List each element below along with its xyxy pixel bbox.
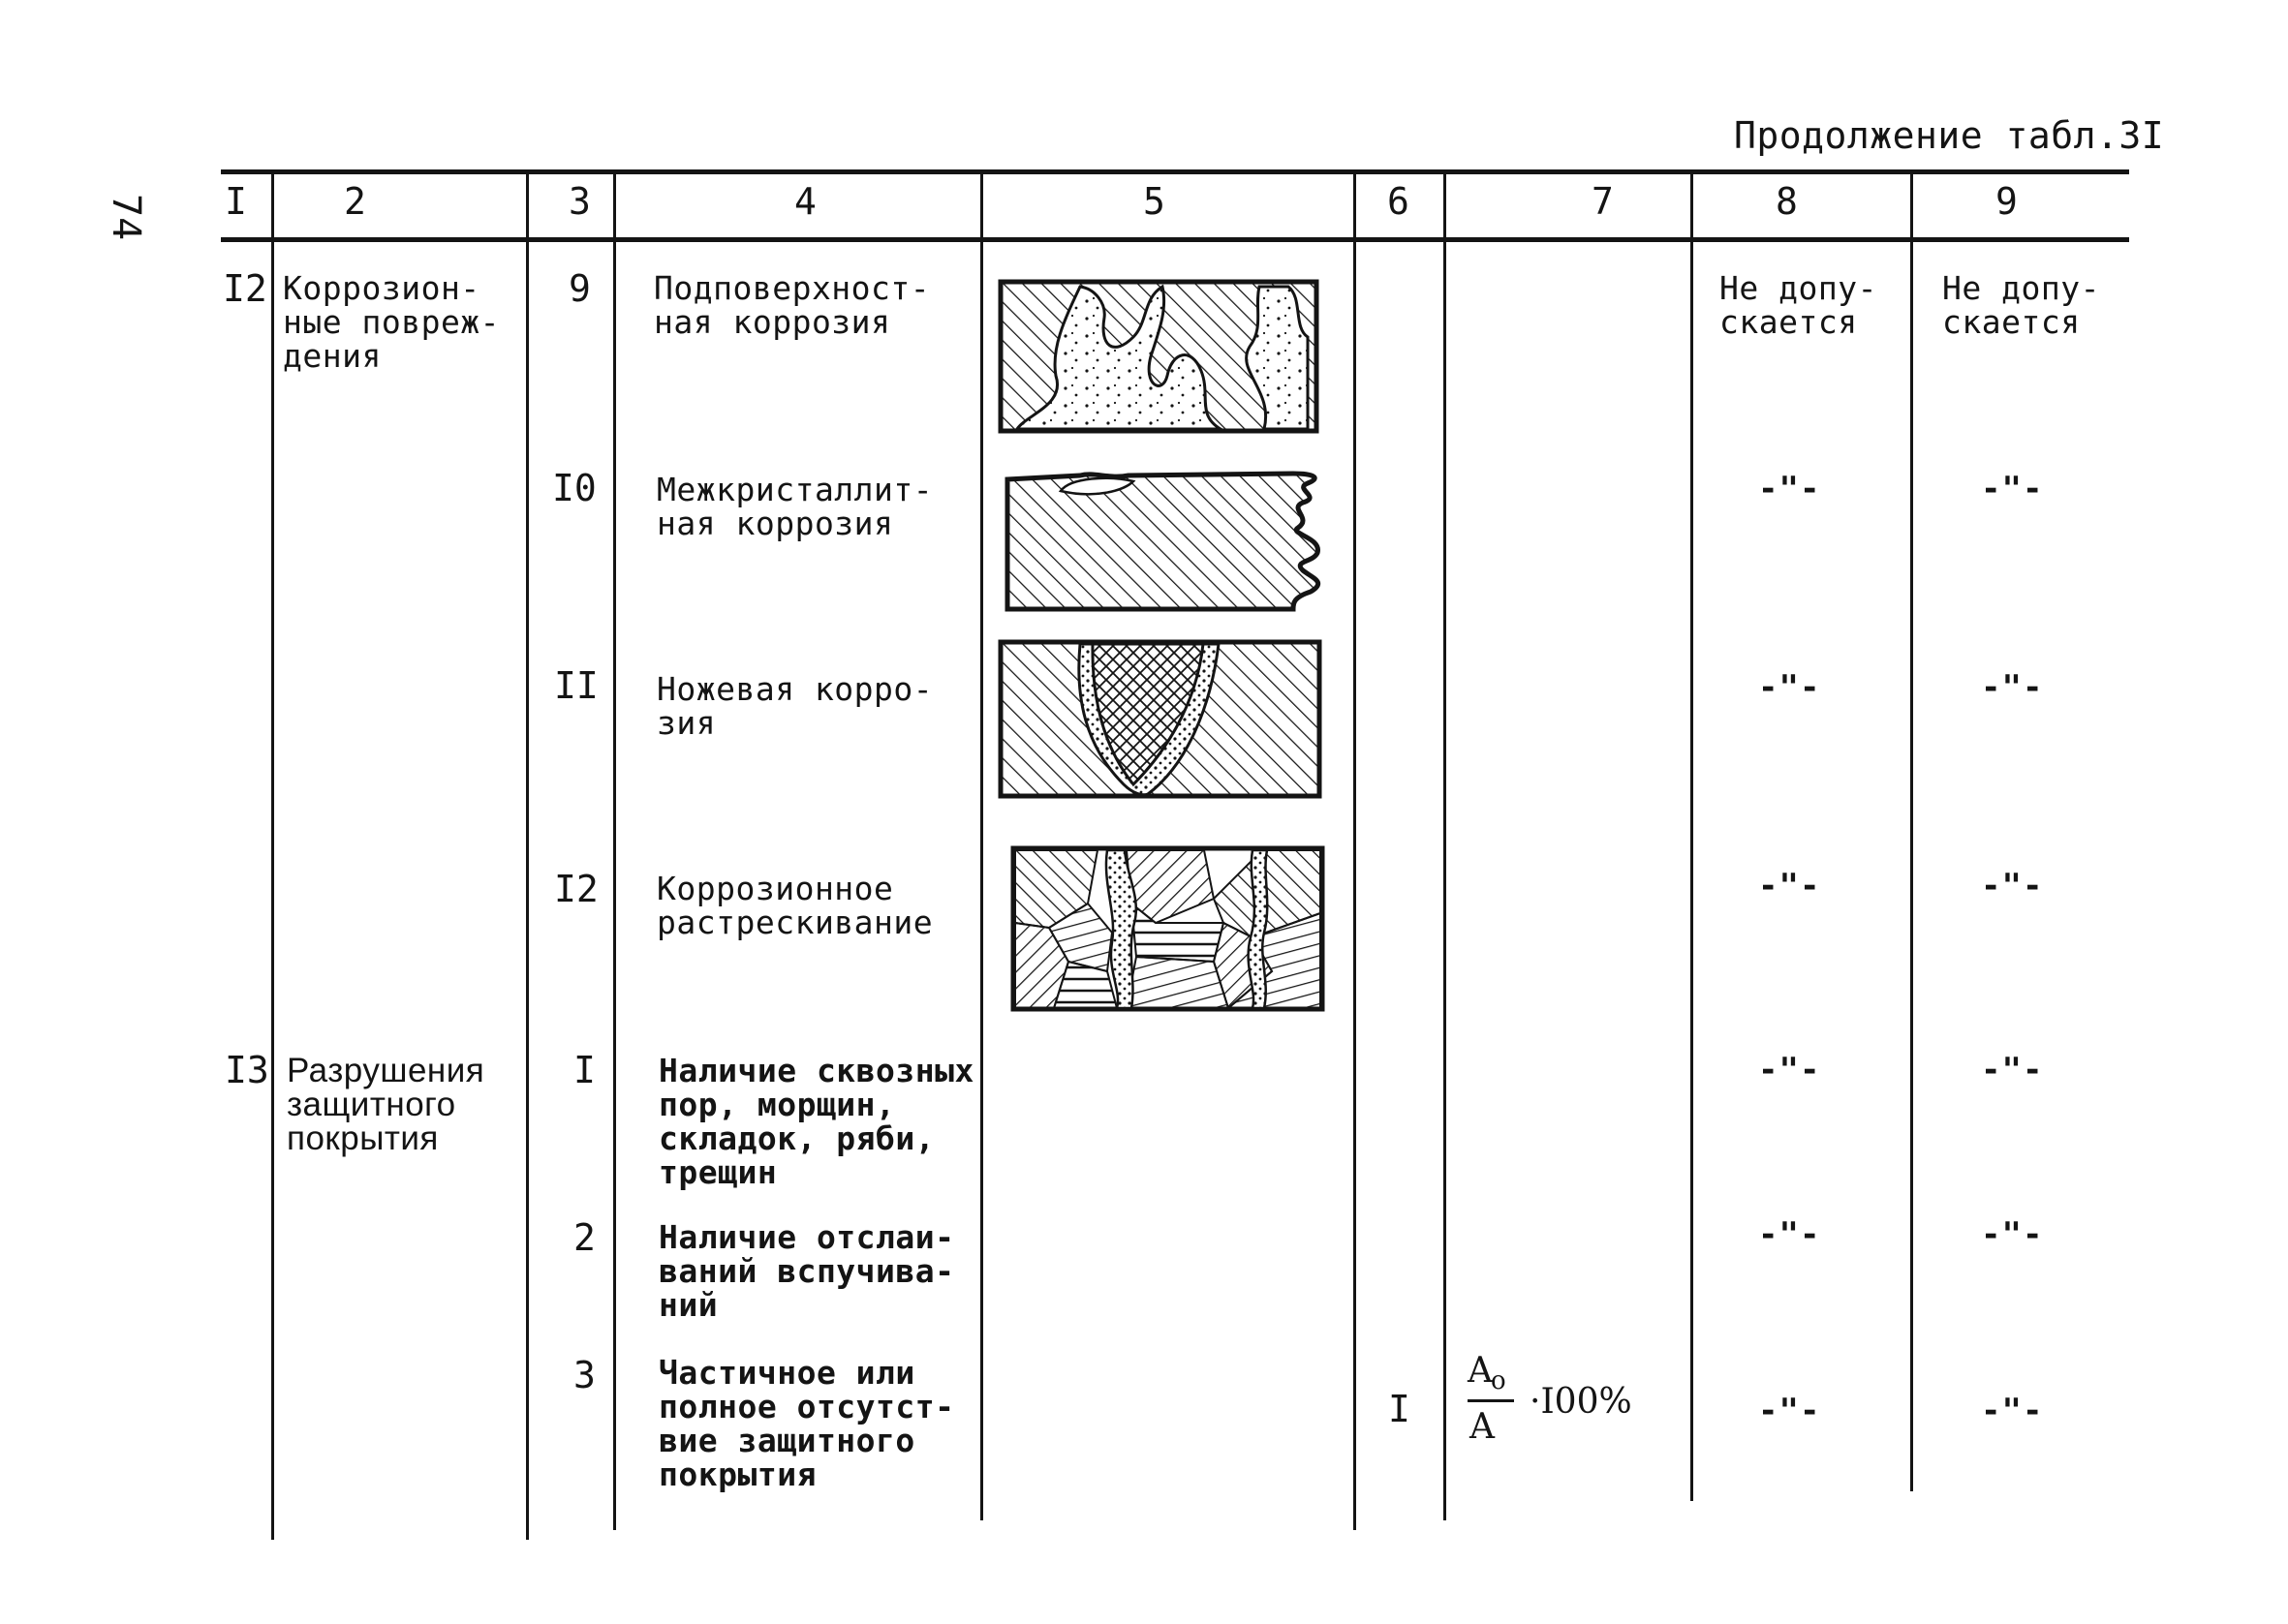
page-number: 74 xyxy=(104,194,148,241)
group-name: Разрушения защитного покрытия xyxy=(287,1052,485,1157)
row-description: Ножевая корро- зия xyxy=(657,670,934,742)
group-name: Коррозион- ные повреж- дения xyxy=(283,269,501,375)
column-divider xyxy=(1443,169,1446,1520)
subsurface-corrosion-figure xyxy=(998,279,1319,434)
group-number: I2 xyxy=(223,267,267,310)
col8-ditto: -"- xyxy=(1758,1051,1821,1089)
row-description: Наличие сквозных пор, морщин, складок, ряби, трещин xyxy=(659,1052,974,1191)
formula-numerator-subscript: o xyxy=(1491,1366,1506,1395)
formula-fraction-bar xyxy=(1468,1399,1514,1402)
table-top-rule xyxy=(221,169,2129,174)
header-col-3: 3 xyxy=(569,180,591,223)
col8-ditto: -"- xyxy=(1758,1392,1821,1430)
table-header-rule xyxy=(221,237,2129,242)
formula-denominator: A xyxy=(1469,1407,1495,1447)
column-divider xyxy=(1910,169,1913,1491)
row-code: II xyxy=(554,664,599,707)
area-ratio-formula xyxy=(1468,1351,1661,1457)
knife-line-corrosion-figure xyxy=(998,639,1322,799)
group-number: I3 xyxy=(225,1049,269,1091)
row-code: I0 xyxy=(552,467,597,509)
col6-value: I xyxy=(1388,1388,1410,1430)
header-col-4: 4 xyxy=(794,180,817,223)
row-description: Частичное или полное отсутст- вие защитного покрытия xyxy=(659,1354,955,1493)
col8-ditto: -"- xyxy=(1758,470,1821,508)
column-divider xyxy=(1353,169,1356,1530)
row-code: 2 xyxy=(573,1216,596,1259)
header-col-2: 2 xyxy=(344,180,366,223)
col9-ditto: -"- xyxy=(1981,867,2044,905)
col8-value: Не допу- скается xyxy=(1719,269,1877,341)
column-divider xyxy=(271,169,274,1540)
header-col-6: 6 xyxy=(1387,180,1409,223)
col9-ditto: -"- xyxy=(1981,470,2044,508)
row-code: I2 xyxy=(554,868,599,910)
column-divider xyxy=(980,169,983,1520)
col8-ditto: -"- xyxy=(1758,1215,1821,1254)
intercrystalline-corrosion-figure xyxy=(1003,470,1332,613)
column-divider xyxy=(526,169,529,1540)
formula-numerator: A xyxy=(1468,1351,1493,1391)
table-caption: Продолжение табл.3I xyxy=(1734,114,2165,157)
col9-ditto: -"- xyxy=(1981,1051,2044,1089)
header-col-8: 8 xyxy=(1776,180,1798,223)
row-code: 9 xyxy=(569,267,591,310)
col9-value: Не допу- скается xyxy=(1942,269,2100,341)
col9-ditto: -"- xyxy=(1981,1215,2044,1254)
col9-ditto: -"- xyxy=(1981,668,2044,707)
header-col-7: 7 xyxy=(1592,180,1614,223)
row-code: 3 xyxy=(573,1354,596,1396)
row-code: I xyxy=(573,1049,596,1091)
col8-ditto: -"- xyxy=(1758,668,1821,707)
row-description: Коррозионное растрескивание xyxy=(657,870,934,941)
formula-suffix: ·I00% xyxy=(1530,1382,1632,1422)
row-description: Межкристаллит- ная коррозия xyxy=(657,471,934,542)
header-col-9: 9 xyxy=(1995,180,2018,223)
col8-ditto: -"- xyxy=(1758,867,1821,905)
row-description: Наличие отслаи- ваний вспучива- ний xyxy=(659,1218,955,1324)
row-description: Подповерхност- ная коррозия xyxy=(654,269,931,341)
column-divider xyxy=(613,169,616,1530)
column-divider xyxy=(1690,169,1693,1501)
corrosion-cracking-figure xyxy=(1010,845,1325,1012)
col9-ditto: -"- xyxy=(1981,1392,2044,1430)
header-col-1: I xyxy=(225,180,247,223)
header-col-5: 5 xyxy=(1143,180,1165,223)
